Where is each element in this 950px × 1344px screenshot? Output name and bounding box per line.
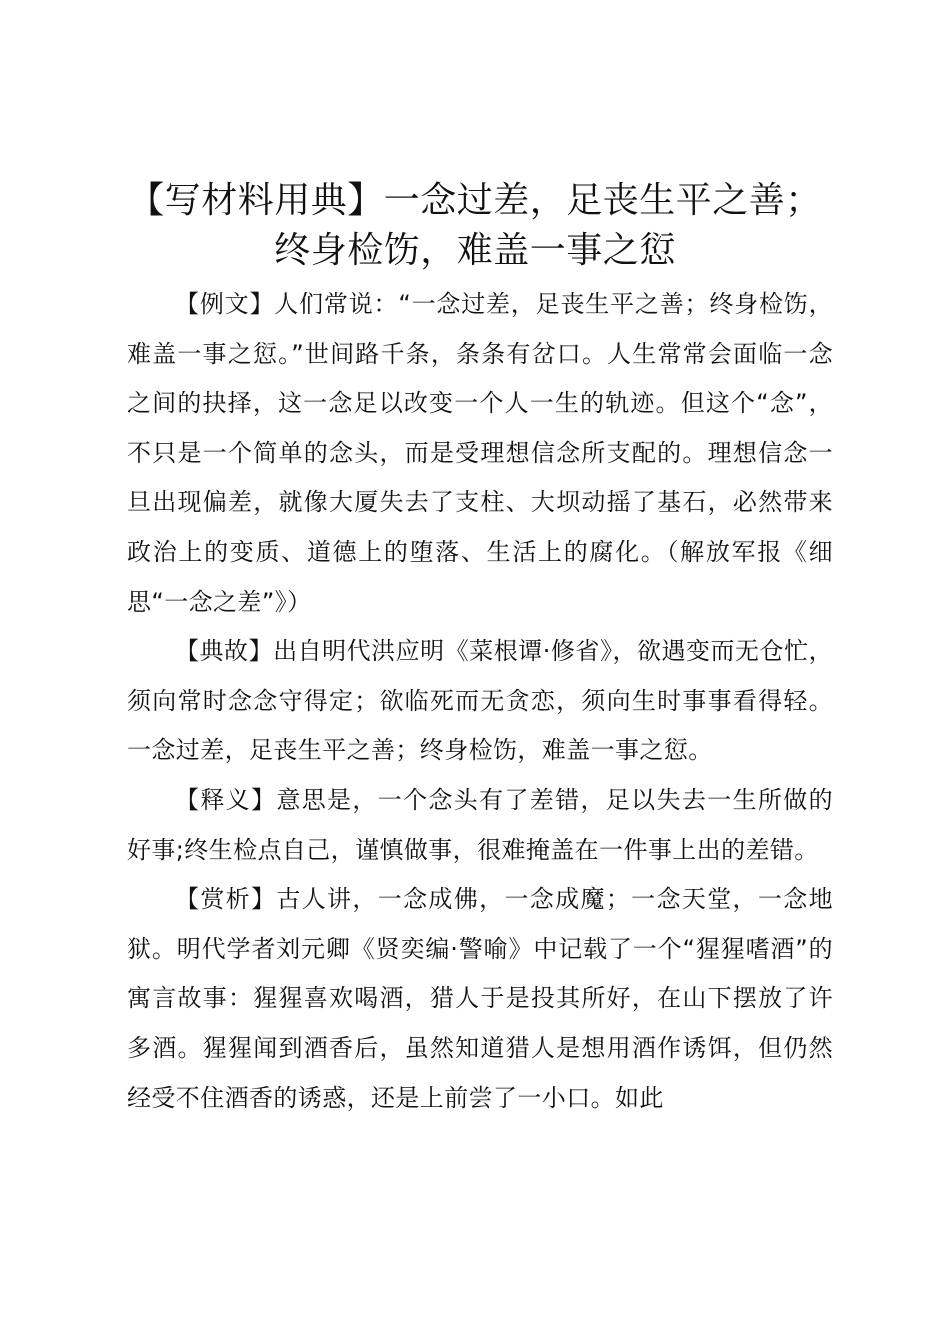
paragraph-text: 出自明代洪应明《菜根谭·修省》，欲遇变而无仓忙，须向常时念念守得定；欲临死而无贪恋，须向生时事事看得轻。一念过差，足丧生平之善；终身检饬，难盖一事之愆。 — [127, 637, 833, 765]
paragraph-text: 古人讲，一念成佛，一念成魔；一念天堂，一念地狱。明代学者刘元卿《贤奕编·警喻》中记载了一个“猩猩嗜酒”的寓言故事：猩猩喜欢喝酒，猎人于是投其所好，在山下摆放了许多酒。猩猩闻到酒香后，虽然知道猎人是想用酒作诱饵，但仍然经受不住酒香的诱惑，还是上前尝了一小口。如此 — [127, 885, 833, 1112]
paragraph-appreciation — [127, 875, 833, 1123]
section-tag-appreciation: 【赏析】 — [175, 885, 277, 914]
section-tag-allusion: 【典故】 — [175, 637, 274, 666]
document-title: 【写材料用典】一念过差，足丧生平之善；终身检饬，难盖一事之愆 — [128, 180, 822, 271]
paragraph-allusion — [127, 627, 833, 776]
section-tag-example: 【例文】 — [175, 290, 275, 318]
section-tag-meaning: 【释义】 — [175, 785, 277, 814]
paragraph-meaning — [127, 776, 833, 875]
paragraph-text: 人们常说：“一念过差，足丧生平之善；终身检饬，难盖一事之愆。”世间路千条，条条有岔口。人生常常会面临一念之间的抉择，这一念足以改变一个人一生的轨迹。但这个“念”，不只是一个简单的念头，而是受理想信念所支配的。理想信念一旦出现偏差，就像大厦失去了支柱、大坝动摇了基石，必然带来政治上的变质、道德上的堕落、生活上的腐化。（解放军报《细思“一念之差”》） — [127, 290, 833, 616]
document-body — [127, 280, 833, 1123]
paragraph-text: 意思是，一个念头有了差错，足以失去一生所做的好事;终生检点自己，谨慎做事，很难掩盖在一件事上出的差错。 — [127, 785, 833, 864]
paragraph-example — [127, 280, 833, 627]
